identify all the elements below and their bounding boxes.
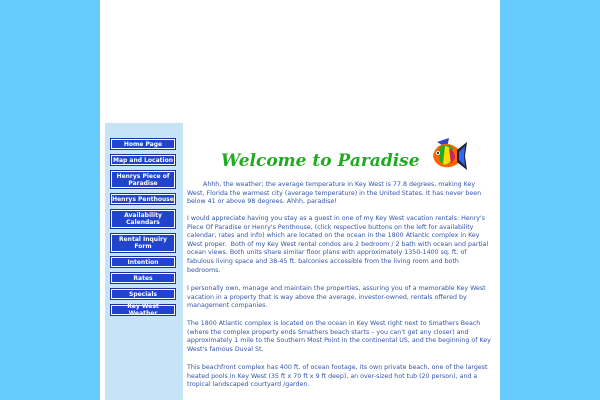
header-banner [100,0,500,120]
sidebar-nav [105,123,183,400]
amenities-paragraph: This beachfront complex has 400 ft. of ocean footage, its own private beach, one of the largest heated pools in Key West (35 ft x 70 ft x 9 ft deep), an over-sized hot tub (20 person), and a tropical landscaped courtyard /garden. [187,364,490,389]
nav-availability-calendars-button[interactable]: Availability Calendars [111,210,175,228]
location-paragraph: The 1800 Atlantic complex is located on the ocean in Key West right next to Smathers Beach (where the complex property ends Smathers beach starts – you can't get any closer) and approximately 1 mile to the Southern Most Point in the continental US, and the beginning of Key West's famous Duval St. [187,320,493,353]
ownership-paragraph: I personally own, manage and maintain the properties, assuring you of a memorable Key West vacation in a property that is way above the average, investor-owned, rentals offered by management companies. [187,285,488,310]
page-title: Welcome to Paradise [221,151,420,171]
nav-intention-button[interactable]: Intention [111,257,175,267]
page [100,0,500,400]
nav-specials-button[interactable]: Specials [111,289,175,299]
main-content [187,126,494,400]
nav-rates-button[interactable]: Rates [111,273,175,283]
nav-henrys-piece-of-paradise-button[interactable]: Henrys Piece of Paradise [111,171,175,188]
rentals-paragraph: I would appreciate having you stay as a guest in one of my Key West vacation rentals: Henry's Piece Of Paradise or Henry's Penthouse, (click respective buttons on the left for availability calendar, rates and info) which are located on the ocean in the 1800 Atlantic complex in Key West proper. Both of my Key West rental condos are 2 bedroom / 2 bath with ocean and partial ocean views. Both units share similar floor plans with approximately 1350-1400 sq. ft. of fabulous living space and 38-45 ft. balconies accessible from the living room and both bedrooms. [187,215,491,274]
nav-rental-inquiry-form-button[interactable]: Rental Inquiry Form [111,234,175,252]
tropical-fish-icon [427,134,469,176]
nav-key-west-weather-button[interactable]: Key West Weather [111,305,175,315]
nav-henrys-penthouse-button[interactable]: Henrys Penthouse [112,195,174,203]
nav-home-button[interactable]: Home Page [111,139,175,149]
nav-map-location-button[interactable]: Map and Location [111,155,175,165]
intro-paragraph: Ahhh, the weather; the average temperature in Key West is 77.8 degrees, making Key West, Florida the warmest city (average temperature) in the United States. It has never been below 41 or above 98 degrees. Ahhh, paradise! [187,181,484,206]
